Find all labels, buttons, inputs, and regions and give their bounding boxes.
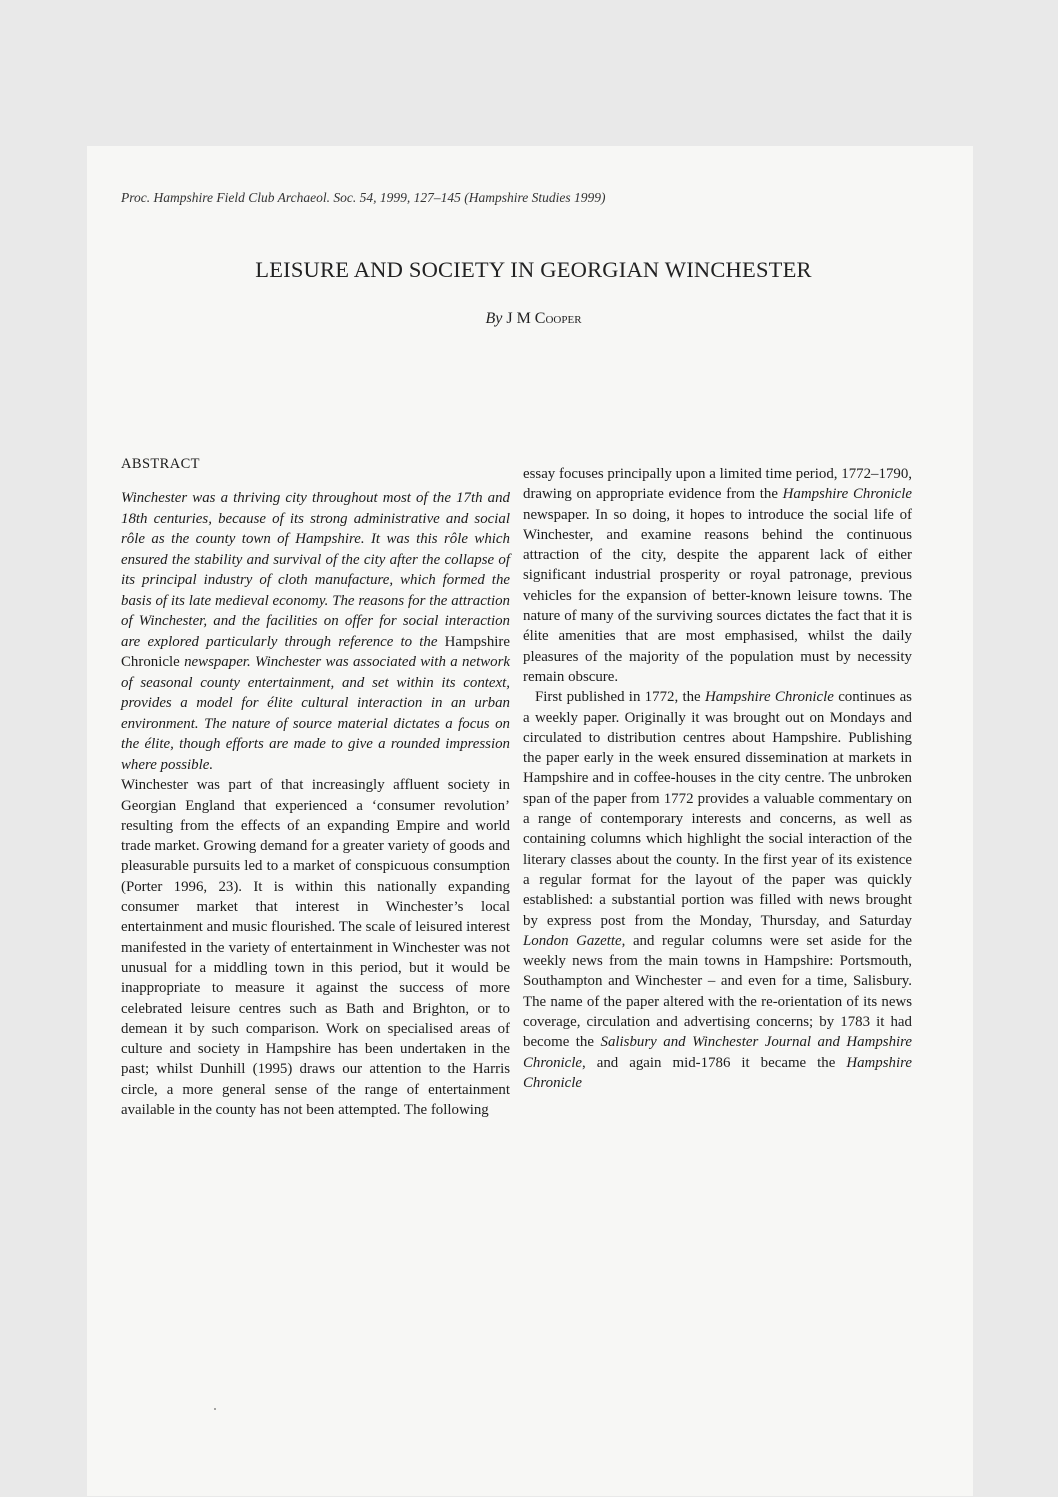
article-title: LEISURE AND SOCIETY IN GEORGIAN WINCHESTER <box>255 257 812 282</box>
author-name: J M Cooper <box>506 310 582 327</box>
newspaper-title: Hampshire Chronicle <box>523 1054 912 1091</box>
text-run: , and again mid-1786 it became the <box>582 1054 836 1071</box>
newspaper-title: Salisbury and Winchester Journal and Hampshire Chronicle <box>523 1034 913 1071</box>
abstract-text-part2: newspaper. Winchester was associated with a network of seasonal county entertainment, and set within its context, provides a model for élite cultural interaction in an urban environment. The nature of source material dictates a focus on the élite, though efforts are made to give a rounded impression where possible. <box>121 654 510 773</box>
body-paragraph-left: Winchester was part of that increasingly affluent society in Georgian England that experienced a ‘consumer revolution’ resulting from the effects of an expanding Empire and world trade market. Growing demand for a greater variety of goods and pleasurable pursuits led to a market of conspicuous consumption (Porter 1996, 23). It is within this nationally expanding consumer market that interest in Winchester’s local entertainment and music flourished. The scale of leisured interest manifested in the variety of entertainment in Winchester was not unusual for a middling town in this period, but it would be inappropriate to measure it against the success of more celebrated leisure centres such as Bath and Brighton, or to demean it by such comparison. Work on specialised areas of culture and society in Hampshire has been undertaken in the past; whilst Dunhill (1995) draws our attention to the Harris circle, a more general sense of the range of entertainment available in the county has not been attempted. The following <box>121 777 510 1119</box>
abstract-text-part1: Winchester was a thriving city throughout most of the 17th and 18th centuries, because of its strong administrative and social rôle as the county town of Hampshire. It was this rôle which ensured the stability and survival of the city after the collapse of its principal industry of cloth manufacture, which formed the basis of its late medieval economy. The reasons for the attraction of Winchester, and the facilities on offer for social interaction are explored particularly through reference to the <box>121 490 510 650</box>
newspaper-title: London Gazette <box>523 932 622 949</box>
abstract-text <box>121 488 510 775</box>
abstract-journal-name: Hampshire Chronicle <box>121 633 510 671</box>
text-run: continues as a weekly paper. Originally it was brought out on Mondays and circulated to distribution centres about Hampshire. Publishing the paper early in the week ensured dissemination at markets in Hampshire and in coffee-houses in the city centre. The unbroken span of the paper from 1772 provides a valuable commentary on a range of contemporary interests and concerns, as well as containing columns which highlight the social interaction of the literary classes about the county. In the first year of its existence a regular format for the layout of the paper was quickly established: a substantial portion was filled with news brought by express post from the Monday, Thursday, and Saturday <box>523 689 912 929</box>
body-paragraph-right-1 <box>523 464 912 687</box>
text-run: First published in 1772, the <box>535 689 701 706</box>
byline <box>120 310 947 328</box>
left-column <box>121 440 510 1120</box>
newspaper-title: Hampshire Chronicle <box>704 689 834 706</box>
right-column <box>523 464 912 1093</box>
newspaper-title: Hampshire Chronicle <box>782 486 912 503</box>
text-run: newspaper. In so doing, it hopes to introduce the social life of Winchester, and examine reasons behind the continuous attraction of the city, despite the apparent lack of either significant industrial prosperity or royal patronage, previous vehicles for the expansion of better-known leisure towns. The nature of many of the surviving sources dictates the fact that it is élite amenities that are most emphasised, whilst the daily pleasures of the majority of the population must by necessity remain obscure. <box>523 506 912 685</box>
byline-prefix: By <box>485 310 503 327</box>
abstract-heading: ABSTRACT <box>121 456 200 472</box>
scan-speck <box>214 1408 216 1410</box>
text-run: essay focuses principally upon a limited time period, 1772–1790, drawing on appropriate evidence from the <box>523 466 912 503</box>
journal-citation: Proc. Hampshire Field Club Archaeol. Soc. 54, 1999, 127–145 (Hampshire Studies 1999) <box>121 190 606 205</box>
text-run: , and regular columns were set aside for the weekly news from the main towns in Hampshire: Portsmouth, Southampton and Winchester – and even for a time, Salisbury. The name of the paper altered with the re-orientation of its news coverage, circulation and advertising concerns; by 1783 it had become the <box>523 932 912 1051</box>
body-paragraph-right-2 <box>523 687 912 1093</box>
